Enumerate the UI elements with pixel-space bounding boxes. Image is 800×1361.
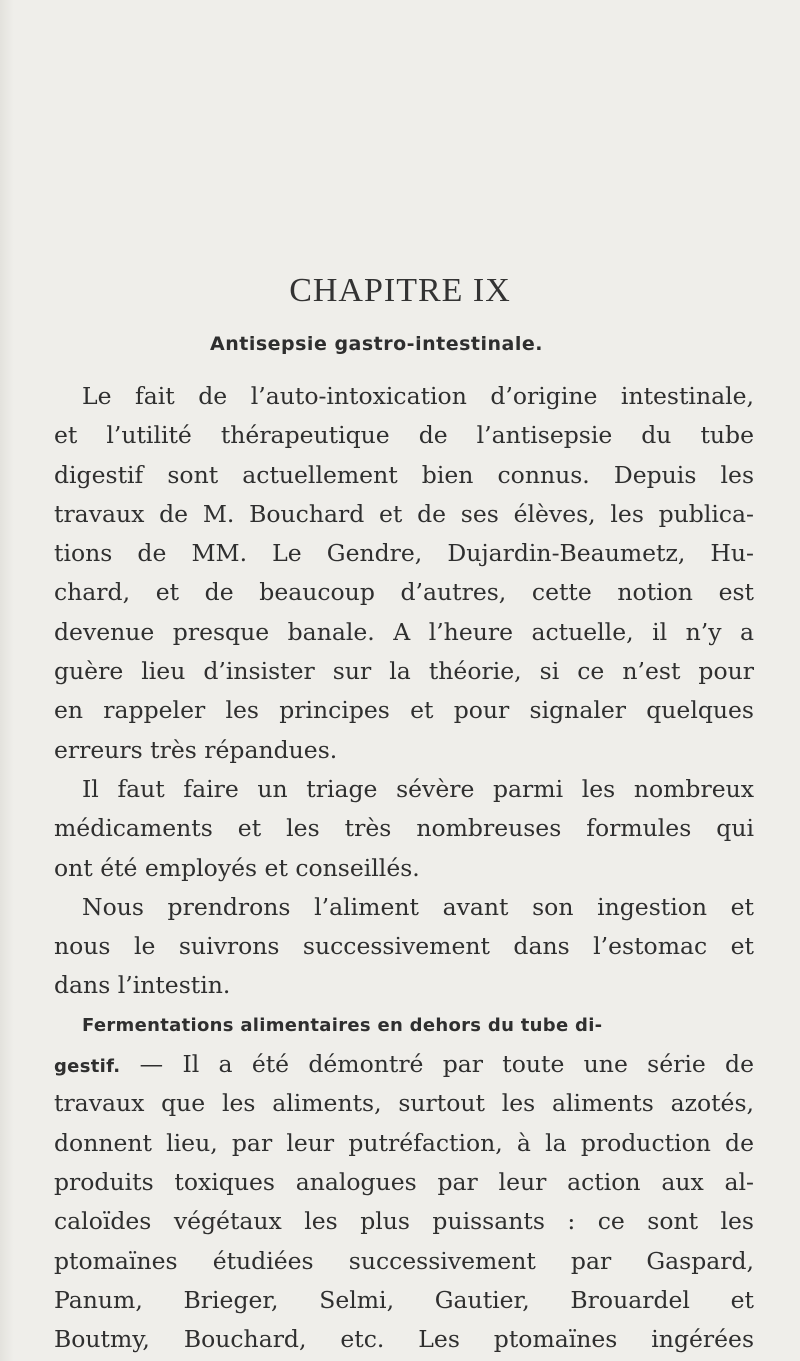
text-line: médicaments et les très nombreuses formules qui: [54, 814, 754, 843]
text-line: Nous prendrons l’aliment avant son ingestion et: [82, 892, 754, 921]
text-line: ptomaïnes étudiées successivement par Gaspard,: [54, 1246, 754, 1275]
text-line: chard, et de beaucoup d’autres, cette notion est: [54, 578, 754, 607]
text-line: digestif sont actuellement bien connus. Depuis les: [54, 460, 754, 489]
text-line: guère lieu d’insister sur la théorie, si ce n’est pour: [54, 657, 754, 686]
text-line: ont été employés et conseillés.: [54, 853, 420, 882]
text-line: produits toxiques analogues par leur action aux al-: [54, 1167, 754, 1196]
subsection-heading: Fermentations alimentaires en dehors du tube di-: [82, 1014, 603, 1036]
text-line: en rappeler les principes et pour signaler quelques: [54, 696, 754, 725]
text-line: et l’utilité thérapeutique de l’antisepsie du tube: [54, 421, 754, 450]
subsection-text-start: — Il a été démontré par toute une série de: [120, 1050, 754, 1079]
text-line: devenue presque banale. A l’heure actuelle, il n’y a: [54, 617, 754, 646]
text-line: caloïdes végétaux les plus puissants : ce sont les: [54, 1207, 754, 1236]
text-line: Panum, Brieger, Selmi, Gautier, Brouardel et: [54, 1285, 754, 1314]
subsection-heading-end: gestif.: [54, 1056, 121, 1078]
text-line: Boutmy, Bouchard, etc. Les ptomaïnes ingérées: [54, 1325, 754, 1354]
text-line: erreurs très répandues.: [54, 735, 338, 764]
text-line: travaux que les aliments, surtout les aliments azotés,: [54, 1089, 754, 1118]
chapter-title: CHAPITRE IX: [289, 272, 511, 309]
text-line: tions de MM. Le Gendre, Dujardin-Beaumetz, Hu-: [54, 539, 754, 568]
text-line: [54, 1045, 754, 1084]
text-line: dans l’intestin.: [54, 971, 231, 1000]
text-line: nous le suivrons successivement dans l’estomac et: [54, 932, 754, 961]
text-line: donnent lieu, par leur putréfaction, à la production de: [54, 1128, 754, 1157]
body-text: [54, 377, 754, 1359]
text-line: Il faut faire un triage sévère parmi les nombreux: [82, 774, 754, 803]
section-title: Antisepsie gastro-intestinale.: [210, 333, 543, 355]
text-line: Le fait de l’auto-intoxication d’origine intestinale,: [82, 382, 754, 410]
text-line: travaux de M. Bouchard et de ses élèves, les publica-: [54, 499, 754, 528]
